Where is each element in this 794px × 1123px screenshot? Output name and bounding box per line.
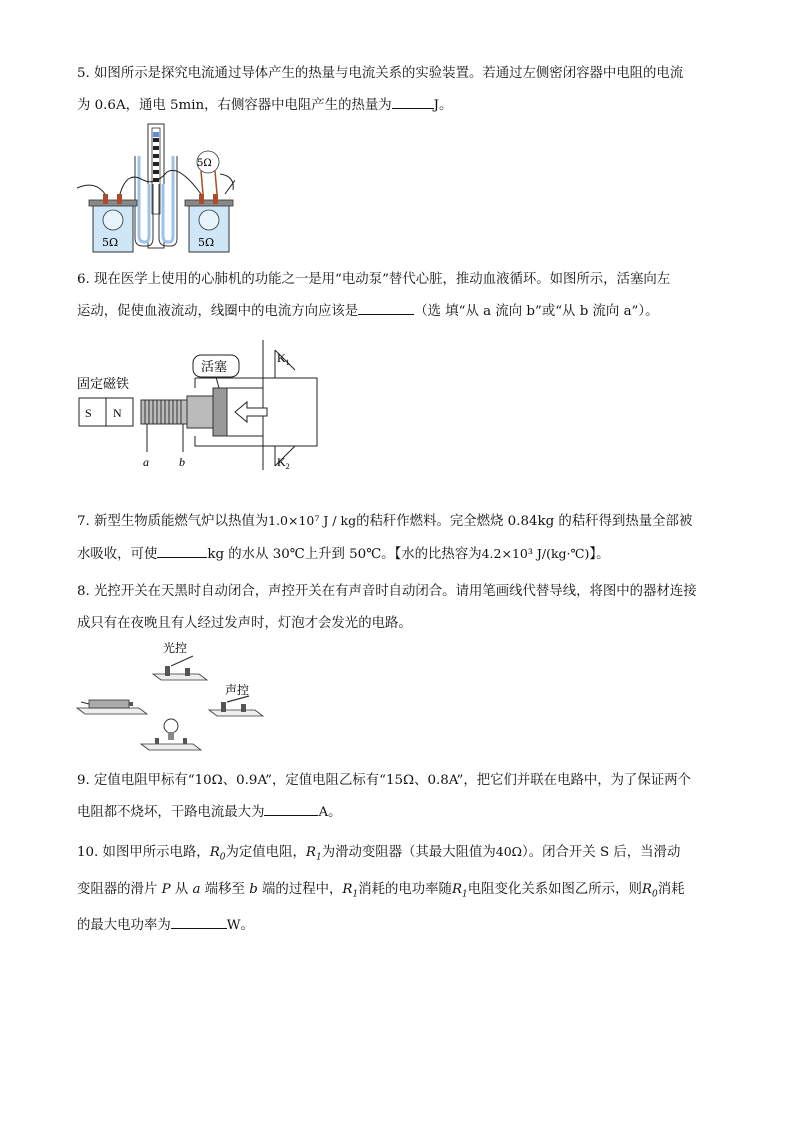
question-9 bbox=[77, 765, 727, 829]
q6-text: 运动，促使血液流动，线圈中的电流方向应该是 bbox=[77, 304, 359, 319]
right-resistor-label: 5Ω bbox=[198, 236, 215, 249]
q6-line2 bbox=[77, 296, 727, 328]
q10-line3 bbox=[77, 910, 727, 942]
q9-line2 bbox=[77, 797, 727, 829]
joule-heating-apparatus-figure bbox=[75, 120, 235, 260]
q5-text: 为 0.6A，通电 5min，右侧容器中电阻产生的热量为 bbox=[77, 98, 392, 113]
question-8 bbox=[77, 576, 727, 640]
q6-line1: 6. 现在医学上使用的心肺机的功能之一是用“电动泵”替代心脏，推动血液循环。如图所示，活塞向左 bbox=[77, 272, 671, 287]
valve-k1-label: $K_1$ bbox=[277, 351, 290, 367]
lead-b-label: b bbox=[179, 455, 185, 469]
r0-symbol: $R_0$ bbox=[209, 845, 226, 863]
r0-symbol: $R_0$ bbox=[641, 881, 658, 900]
top-resistor-label: 5Ω bbox=[197, 158, 212, 169]
answer-blank bbox=[264, 801, 318, 816]
q10-text-2: 为定值电阻， bbox=[225, 845, 306, 860]
left-resistor-label: 5Ω bbox=[102, 236, 119, 249]
answer-blank bbox=[171, 914, 227, 929]
q6-options: （选 填“从 a 流向 b”或“从 b 流向 a”）。 bbox=[414, 304, 659, 319]
sound-switch-label: 声控 bbox=[225, 683, 250, 697]
q10-text-4: ）。闭合开关 S 后，当滑动 bbox=[522, 845, 681, 860]
piston-label: 活塞 bbox=[201, 360, 228, 375]
q10-line1 bbox=[77, 836, 727, 874]
electric-pump-figure bbox=[75, 330, 325, 475]
q8-line2: 成只有在夜晚且有人经过发声时，灯泡才会发光的电路。 bbox=[77, 616, 412, 631]
q9-text: 电阻都不烧坏，干路电流最大为 bbox=[77, 805, 265, 820]
q7-text-4: kg 的水从 30℃上升到 50℃。【水的比热容为 bbox=[207, 547, 482, 562]
q10-text-12: 的最大电功率为 bbox=[77, 918, 171, 934]
slider-p: P bbox=[161, 881, 171, 897]
q10-text-3: 为滑动变阻器（其最大阻值为 bbox=[321, 845, 496, 860]
q7-text-3: 水吸收，可使 bbox=[77, 547, 158, 562]
max-resistance: 40Ω bbox=[495, 844, 523, 859]
magnet-label: 固定磁铁 bbox=[77, 377, 130, 392]
answer-blank bbox=[157, 543, 207, 558]
q10-text-6: 从 bbox=[170, 881, 193, 897]
q8-line1: 8. 光控开关在天黑时自动闭合，声控开关在有声音时自动闭合。请用笔画线代替导线，将图中的器材连接 bbox=[77, 584, 697, 599]
q10-text-9: 消耗的电功率随 bbox=[358, 881, 452, 897]
valve-k2-label: $K_2$ bbox=[277, 455, 290, 471]
q5-unit: J。 bbox=[433, 98, 453, 113]
end-b: b bbox=[249, 881, 258, 897]
q7-text-2: 的秸秆作燃料。完全燃烧 0.84kg 的秸秆得到热量全部被 bbox=[356, 514, 693, 529]
answer-blank bbox=[358, 300, 414, 315]
specific-heat-formula: 4.2×10³ J/(kg·℃) bbox=[481, 546, 590, 561]
south-pole-label: S bbox=[85, 406, 92, 420]
q10-text: 10. 如图甲所示电路， bbox=[77, 845, 210, 860]
q10-text-10: 电阻变化关系如图乙所示，则 bbox=[467, 881, 642, 897]
answer-blank bbox=[392, 94, 434, 109]
q7-line1 bbox=[77, 505, 727, 538]
q9-line1: 9. 定值电阻甲标有“10Ω、0.9A”，定值电阻乙标有“15Ω、0.8A”，把它们并联在电路中，为了保证两个 bbox=[77, 773, 691, 788]
r1-symbol: $R_1$ bbox=[342, 881, 359, 900]
heat-value-formula: 1.0×10⁷ J / kg bbox=[268, 513, 357, 528]
q9-unit: A。 bbox=[318, 805, 342, 820]
q10-text-5: 变阻器的滑片 bbox=[77, 881, 162, 897]
r1-symbol: $R_1$ bbox=[305, 845, 322, 863]
lead-a-label: a bbox=[143, 455, 149, 469]
north-pole-label: N bbox=[113, 406, 122, 420]
question-10 bbox=[77, 836, 727, 942]
q7-line2 bbox=[77, 538, 727, 571]
q5-line1: 5. 如图所示是探究电流通过导体产生的热量与电流关系的实验装置。若通过左侧密闭容器中电阻的电流 bbox=[77, 66, 684, 81]
q10-text-7: 端移至 bbox=[200, 881, 250, 897]
q10-text-11: 消耗 bbox=[657, 881, 685, 897]
light-switch-label: 光控 bbox=[163, 641, 188, 655]
q5-line2 bbox=[77, 90, 727, 122]
question-7 bbox=[77, 505, 727, 571]
question-5 bbox=[77, 58, 727, 122]
r1-symbol: $R_1$ bbox=[451, 881, 468, 900]
q10-line2 bbox=[77, 874, 727, 911]
q7-text-5: 】。 bbox=[589, 547, 610, 562]
q10-unit: W。 bbox=[226, 918, 254, 934]
question-6 bbox=[77, 264, 727, 328]
q10-text-8: 端的过程中， bbox=[257, 881, 343, 897]
q7-text: 7. 新型生物质能燃气炉以热值为 bbox=[77, 514, 269, 529]
end-a: a bbox=[192, 881, 201, 897]
light-sound-switch-figure bbox=[75, 636, 275, 764]
